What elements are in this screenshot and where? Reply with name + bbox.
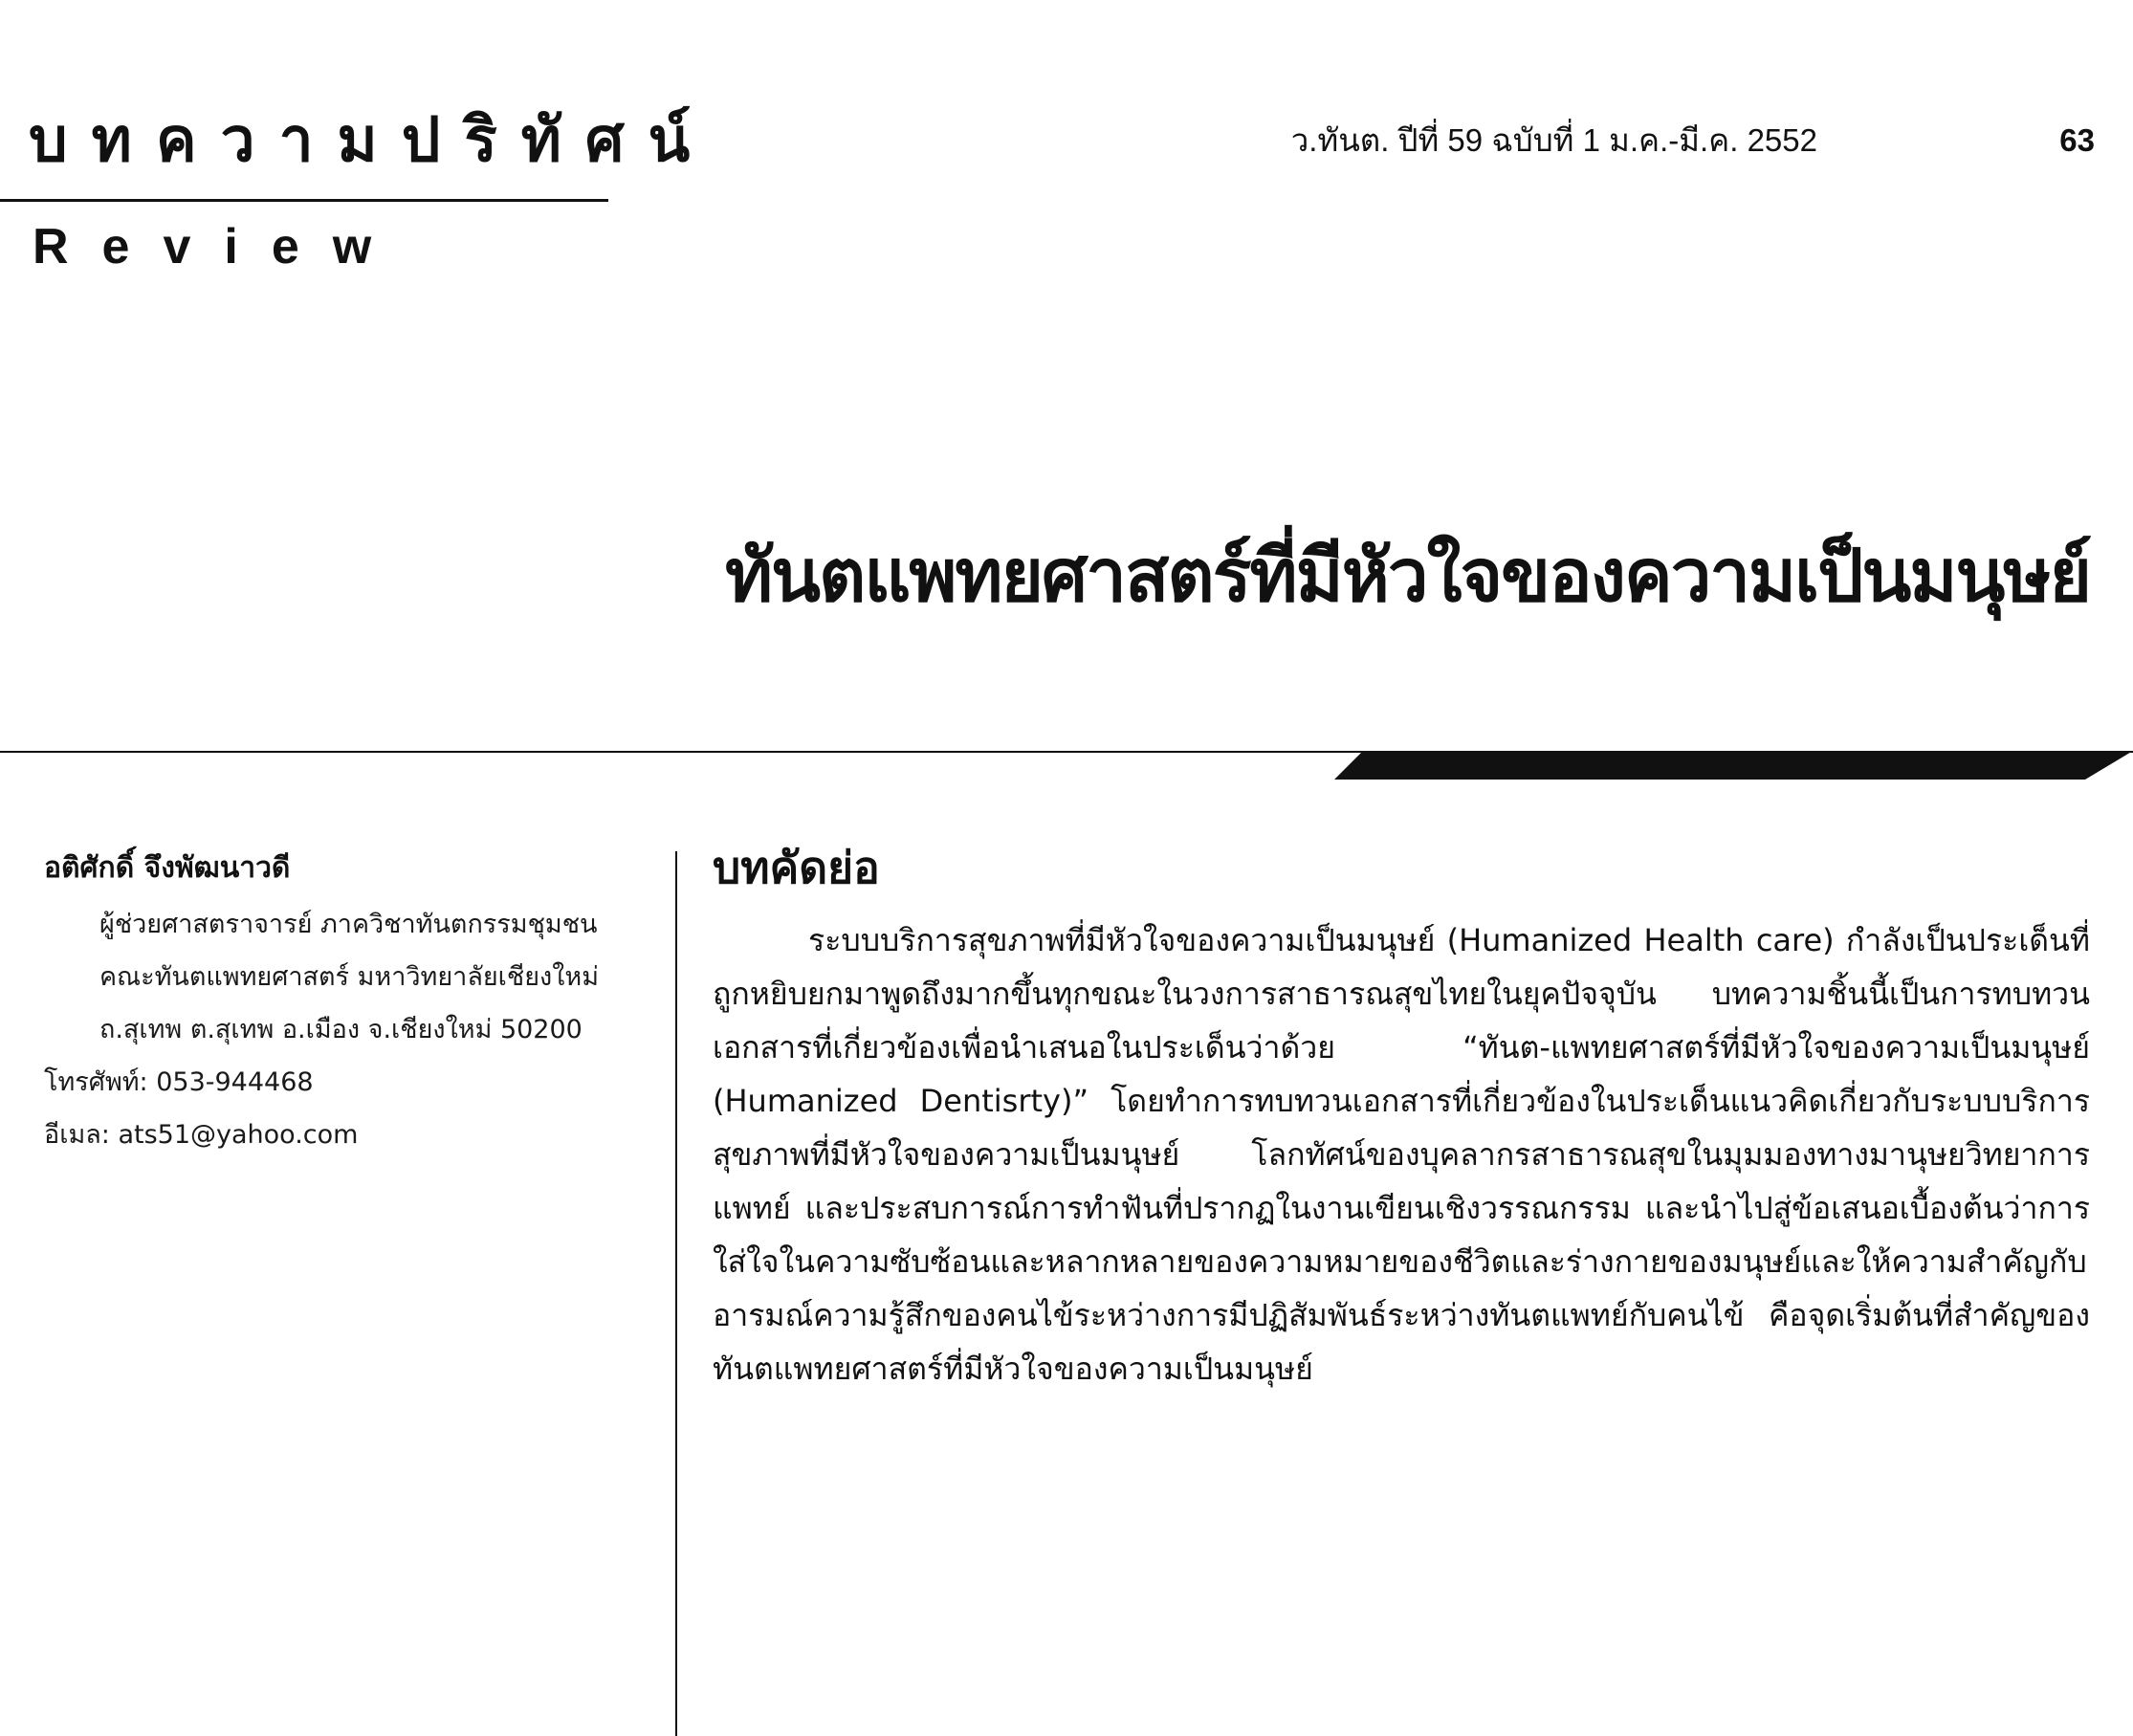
author-faculty: คณะทันตแพทยศาสตร์ มหาวิทยาลัยเชียงใหม่ [99, 962, 600, 992]
author-phone: โทรศัพท์: 053-944468 [44, 1067, 314, 1097]
section-title-thai: บทความปริทัศน์ [29, 105, 715, 176]
abstract-body: ระบบบริการสุขภาพที่มีหัวใจของความเป็นมนุษย์ (Humanized Health care) กำลังเป็นประเด็นที่ถูกหยิบยกมาพูดถึงมากขึ้นทุกขณะในวงการสาธารณสุขไทยในยุคปัจจุบัน บทความชิ้นนี้เป็นการทบทวนเอกสารที่เกี่ยวข้องเพื่อนำเสนอในประเด็นว่าด้วย “ทันต-แพทยศาสตร์ที่มีหัวใจของความเป็นมนุษย์ (Humanized Dentisrty)” โดยทำการทบทวนเอกสารที่เกี่ยวข้องในประเด็นแนวคิดเกี่ยวกับระบบบริการสุขภาพที่มีหัวใจของความเป็นมนุษย์ โลกทัศน์ของบุคลากรสาธารณสุขในมุมมองทางมานุษยวิทยาการแพทย์ และประสบการณ์การทำฟันที่ปรากฏในงานเขียนเชิงวรรณกรรม และนำไปสู่ข้อเสนอเบื้องต้นว่าการใส่ใจในความซับซ้อนและหลากหลายของความหมายของชีวิตและร่างกายของมนุษย์และให้ความสำคัญกับอารมณ์ความรู้สึกของคนไข้ระหว่างการมีปฏิสัมพันธ์ระหว่างทันตแพทย์กับคนไข้ คือจุดเริ่มต้นที่สำคัญของทันตแพทยศาสตร์ที่มีหัวใจของความเป็นมนุษย์ [713, 922, 2090, 1387]
abstract-heading: บทคัดย่อ [713, 842, 880, 893]
page-number: 63 [2059, 122, 2095, 158]
author-name: อติศักดิ์ จึงพัฒนาวดี [44, 851, 291, 885]
author-email: อีเมล: ats51@yahoo.com [44, 1120, 359, 1150]
journal-citation: ว.ทันต. ปีที่ 59 ฉบับที่ 1 ม.ค.-มี.ค. 2552 [1290, 122, 1817, 158]
author-position: ผู้ช่วยศาสตราจารย์ ภาควิชาทันตกรรมชุมชน [99, 910, 598, 939]
title-divider-wedge [1334, 751, 2133, 780]
section-title-underline [0, 199, 608, 202]
author-block [44, 849, 666, 1161]
article-title: ทันตแพทยศาสตร์ที่มีหัวใจของความเป็นมนุษย์ [724, 533, 2090, 618]
column-divider [675, 851, 677, 1736]
section-title-english: Review [33, 219, 406, 275]
author-address: ถ.สุเทพ ต.สุเทพ อ.เมือง จ.เชียงใหม่ 50200 [99, 1015, 583, 1044]
